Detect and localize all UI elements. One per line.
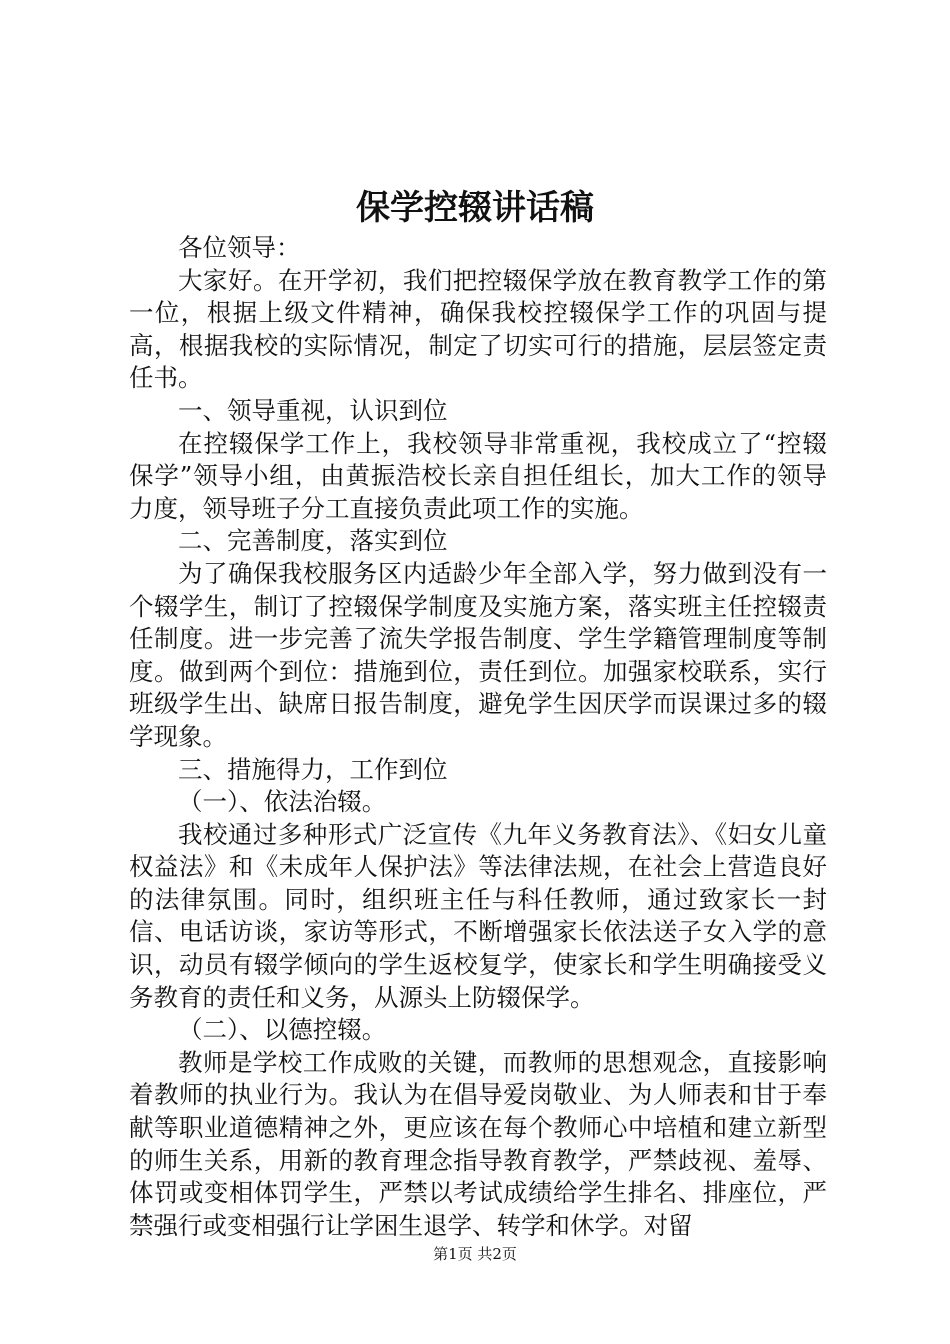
paragraph-section-1: 在控辍保学工作上，我校领导非常重视，我校成立了“控辍保学”领导小组，由黄振浩校长亲自担任组长，加大工作的领导力度，领导班子分工直接负责此项工作的实施。 (129, 428, 827, 523)
heading-section-3: 三、措施得力，工作到位 (178, 754, 448, 784)
paragraph-salutation: 各位领导： (178, 233, 301, 262)
page-footer: 第1页 共2页 (433, 1245, 517, 1263)
paragraph-3-1: 我校通过多种形式广泛宣传《九年义务教育法》、《妇女儿童权益法》和《未成年人保护法》等法律法规，在社会上营造良好的法律氛围。同时，组织班主任与科任教师，通过致家长一封信、电话访谈，家访等形式，不断增强家长依法送子女入学的意识，动员有辍学倾向的学生返校复学，使家长和学生明确接受义务教育的责任和义务，从源头上防辍保学。 (129, 819, 827, 1012)
paragraph-3-2: 教师是学校工作成败的关键，而教师的思想观念，直接影响着教师的执业行为。我认为在倡导爱岗敬业、为人师表和甘于奉献等职业道德精神之外，更应该在每个教师心中培植和建立新型的师生关系，用新的教育理念指导教育教学，严禁歧视、羞辱、体罚或变相体罚学生，严禁以考试成绩给学生排名、排座位，严禁强行或变相强行让学困生退学、转学和休学。对留 (129, 1047, 827, 1240)
paragraph-intro: 大家好。在开学初，我们把控辍保学放在教育教学工作的第一位，根据上级文件精神，确保我校控辍保学工作的巩固与提高，根据我校的实际情况，制定了切实可行的措施，层层签定责任书。 (129, 265, 827, 393)
document-body (129, 232, 827, 1242)
subheading-3-2: （二）、以德控辍。 (178, 1015, 387, 1045)
document-title: 保学控辍讲话稿 (356, 188, 594, 228)
heading-section-1: 一、领导重视，认识到位 (178, 395, 448, 425)
paragraph-section-2: 为了确保我校服务区内适龄少年全部入学，努力做到没有一个辍学生，制订了控辍保学制度及实施方案，落实班主任控辍责任制度。进一步完善了流失学报告制度、学生学籍管理制度等制度。做到两个到位：措施到位，责任到位。加强家校联系，实行班级学生出、缺席日报告制度，避免学生因厌学而误课过多的辍学现象。 (129, 558, 827, 751)
subheading-3-1: （一）、依法治辍。 (178, 787, 387, 817)
heading-section-2: 二、完善制度，落实到位 (178, 526, 448, 556)
